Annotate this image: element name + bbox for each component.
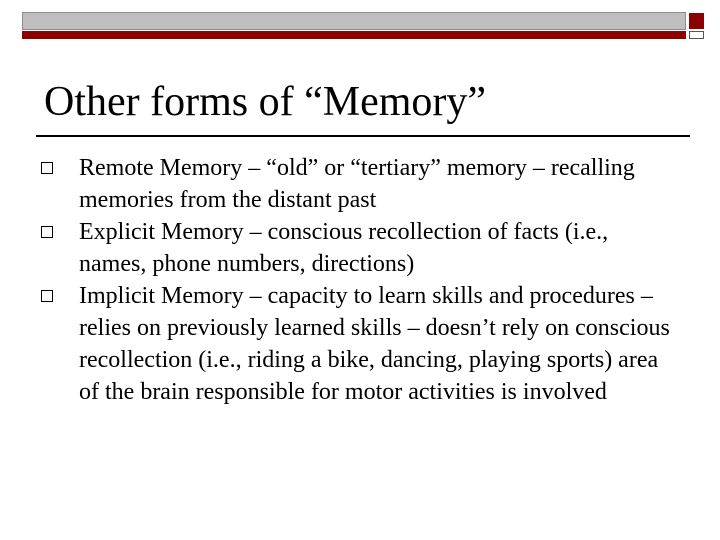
- bullet-text: Explicit Memory – conscious recollection of facts (i.e., names, phone numbers, directions): [79, 219, 609, 277]
- title-divider: [36, 135, 690, 137]
- hollow-square-bullet-icon: [41, 226, 53, 238]
- corner-square-filled: [689, 13, 704, 29]
- bullet-text: Remote Memory – “old” or “tertiary” memory – recalling memories from the distant past: [79, 155, 635, 213]
- hollow-square-bullet-icon: [41, 290, 53, 302]
- header-band-grey: [22, 12, 686, 30]
- corner-square-outline: [689, 31, 704, 39]
- bullet-item-implicit-memory: [0, 280, 720, 408]
- slide-title: Other forms of “Memory”: [44, 79, 487, 125]
- header-band-red: [22, 31, 686, 39]
- bullet-item-explicit-memory: [0, 216, 720, 280]
- bullet-text: Implicit Memory – capacity to learn skills and procedures – relies on previously learned skills – doesn’t rely on conscious recollection (i.e., riding a bike, dancing, playing sports) area of the brain responsible for motor activities is involved: [79, 283, 670, 405]
- hollow-square-bullet-icon: [41, 162, 53, 174]
- bullet-list: [0, 152, 720, 408]
- bullet-item-remote-memory: [0, 152, 720, 216]
